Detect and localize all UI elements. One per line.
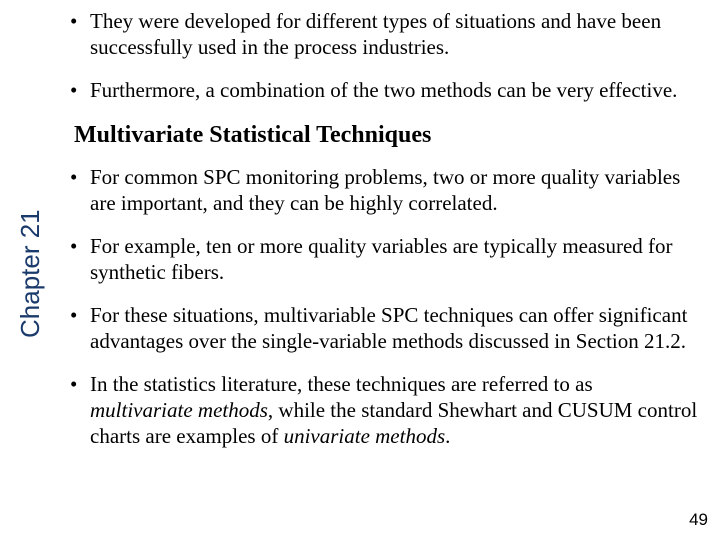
bullet-item — [70, 8, 700, 60]
bullet-text: Furthermore, a combination of the two methods can be very effective. — [90, 78, 678, 102]
bullet-text: For these situations, multivariable SPC techniques can offer significant advantages over the single-variable methods discussed in Section 21.2. — [90, 303, 688, 353]
bullet-dot: • — [70, 303, 78, 327]
italic-term: multivariate methods — [90, 398, 268, 422]
bullet-item — [70, 371, 700, 449]
bullet-text: For common SPC monitoring problems, two or more quality variables are important, and they can be highly correlated. — [90, 165, 681, 215]
bullet-text: They were developed for different types of situations and have been successfully used in the process industries. — [90, 9, 662, 59]
bullet-text — [90, 372, 697, 448]
bullet-dot: • — [70, 9, 78, 33]
italic-term: univariate methods — [283, 424, 446, 448]
bullet-item — [70, 233, 700, 285]
bullet-text-part: In the statistics literature, these techniques are referred to as — [90, 372, 593, 396]
page-number: 49 — [689, 510, 708, 529]
bullet-text: For example, ten or more quality variables are typically measured for synthetic fibers. — [90, 234, 673, 284]
bullet-dot: • — [70, 78, 78, 102]
bullet-item — [70, 302, 700, 354]
bullet-text-part: , while the standard Shewhart and CUSUM control charts are examples of — [90, 398, 698, 448]
slide-content — [70, 8, 700, 466]
chapter-sidebar — [0, 0, 54, 540]
section-heading: Multivariate Statistical Techniques — [74, 122, 432, 148]
bullet-dot: • — [70, 165, 78, 189]
chapter-label: Chapter 21 — [15, 209, 45, 338]
bullet-text-part: . — [445, 424, 451, 448]
bullet-item — [70, 164, 700, 216]
bullet-dot: • — [70, 372, 78, 396]
bullet-dot: • — [70, 234, 78, 258]
bullet-item — [70, 77, 700, 103]
